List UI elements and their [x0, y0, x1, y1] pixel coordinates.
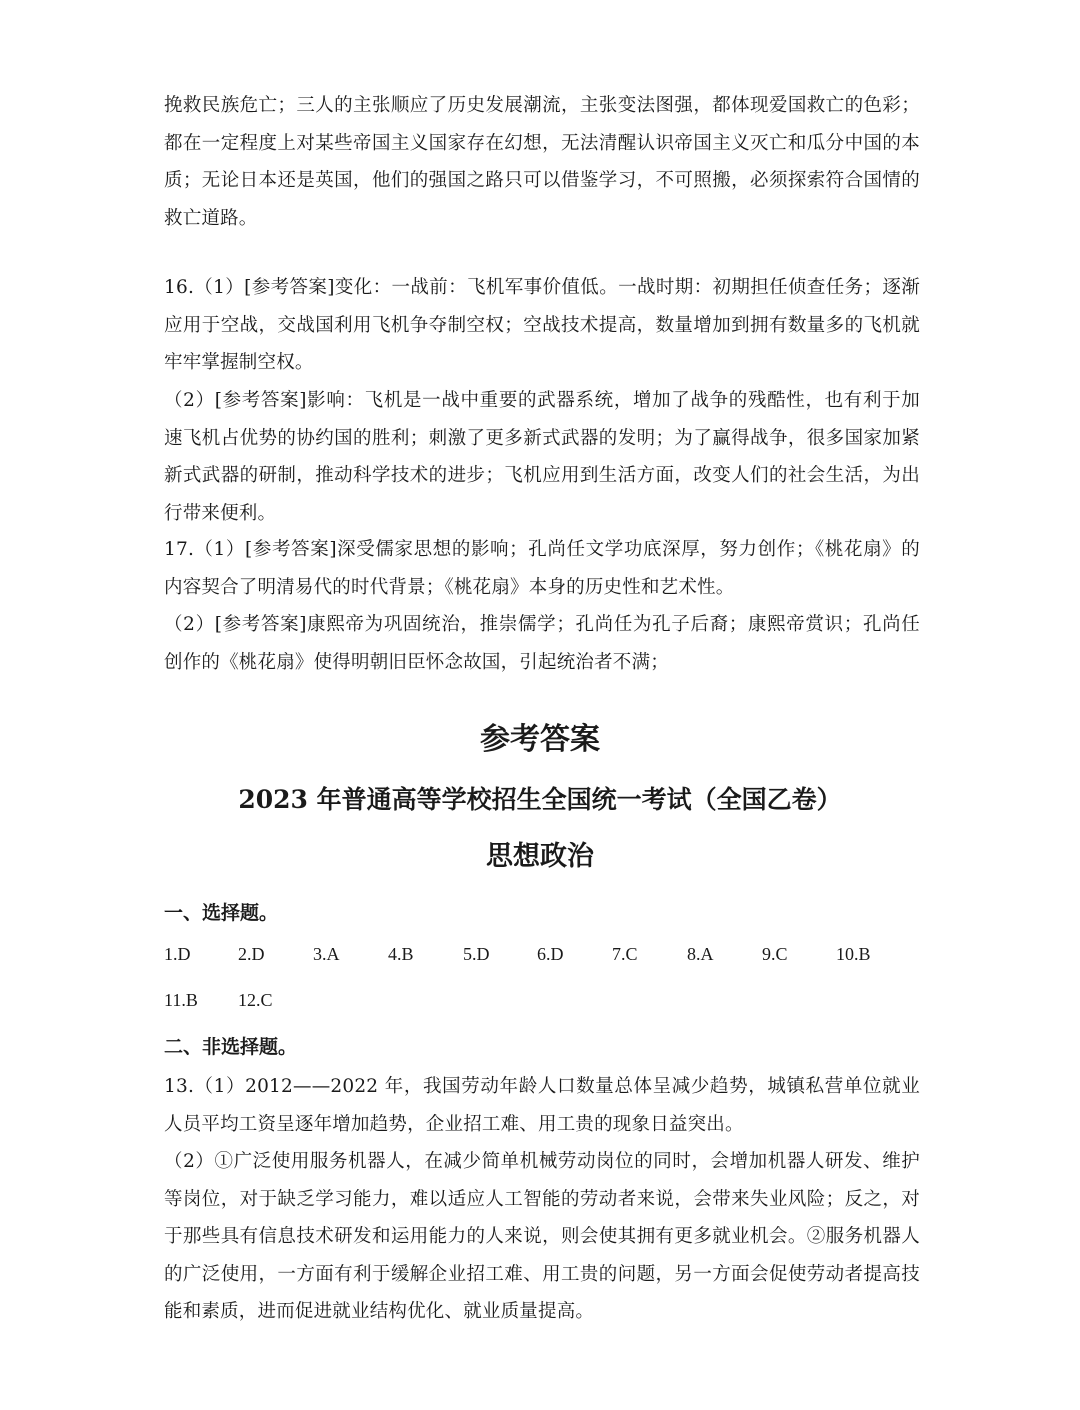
question-13-part-1: 13.（1）2012——2022 年，我国劳动年龄人口数量总体呈减少趋势，城镇私营单位就业人员平均工资呈逐年增加趋势，企业招工难、用工贵的现象日益突出。: [164, 1076, 920, 1135]
answer-key-title: 参考答案: [480, 722, 600, 757]
history-answer-continuation: 挽救民族危亡；三人的主张顺应了历史发展潮流，主张变法图强，都体现爱国救亡的色彩；都在一定程度上对某些帝国主义国家存在幻想，无法清醒认识帝国主义灭亡和瓜分中国的本质；无论日本还是英国，他们的强国之路只可以借鉴学习，不可照搬，必须探索符合国情的救亡道路。: [164, 95, 920, 229]
choice-answer-3: 3.A: [313, 944, 340, 964]
choice-answer-6: 6.D: [537, 944, 564, 964]
choice-answer-2: 2.D: [238, 944, 265, 964]
choice-answer-9: 9.C: [762, 944, 788, 964]
choice-answer-12: 12.C: [238, 990, 273, 1010]
choice-answers-row-1: [164, 944, 920, 968]
choice-answer-7: 7.C: [612, 944, 638, 964]
exam-title: 2023 年普通高等学校招生全国统一考试（全国乙卷）: [238, 785, 842, 814]
choice-answer-8: 8.A: [687, 944, 714, 964]
choice-answer-5: 5.D: [463, 944, 490, 964]
section-multiple-choice-heading: 一、选择题。: [164, 902, 279, 924]
question-17-part-2: （2）[参考答案]康熙帝为巩固统治，推崇儒学；孔尚任为孔子后裔；康熙帝赏识；孔尚任创作的《桃花扇》使得明朝旧臣怀念故国，引起统治者不满；: [164, 614, 920, 673]
choice-answer-10: 10.B: [836, 944, 871, 964]
question-13-part-2: （2）①广泛使用服务机器人，在减少简单机械劳动岗位的同时，会增加机器人研发、维护等岗位，对于缺乏学习能力，难以适应人工智能的劳动者来说，会带来失业风险；反之，对于那些具有信息技术研发和运用能力的人来说，则会使其拥有更多就业机会。②服务机器人的广泛使用，一方面有利于缓解企业招工难、用工贵的问题，另一方面会促使劳动者提高技能和素质，进而促进就业结构优化、就业质量提高。: [164, 1151, 920, 1322]
question-17-part-1: 17.（1）[参考答案]深受儒家思想的影响；孔尚任文学功底深厚，努力创作；《桃花扇》的内容契合了明清易代的时代背景；《桃花扇》本身的历史性和艺术性。: [164, 539, 920, 598]
subject-title: 思想政治: [486, 841, 594, 872]
question-16-part-2: （2）[参考答案]影响：飞机是一战中重要的武器系统，增加了战争的残酷性，也有利于加速飞机占优势的协约国的胜利；刺激了更多新式武器的发明；为了赢得战争，很多国家加紧新式武器的研制，推动科学技术的进步；飞机应用到生活方面，改变人们的社会生活，为出行带来便利。: [164, 390, 920, 524]
choice-answers-row-2: [164, 990, 920, 1014]
choice-answer-4: 4.B: [388, 944, 414, 964]
choice-answer-1: 1.D: [164, 944, 191, 964]
choice-answer-11: 11.B: [164, 990, 198, 1010]
section-non-choice-heading: 二、非选择题。: [164, 1036, 298, 1058]
question-16-part-1: 16.（1）[参考答案]变化：一战前：飞机军事价值低。一战时期：初期担任侦查任务；逐渐应用于空战，交战国利用飞机争夺制空权；空战技术提高，数量增加到拥有数量多的飞机就牢牢掌握制空权。: [164, 277, 920, 373]
